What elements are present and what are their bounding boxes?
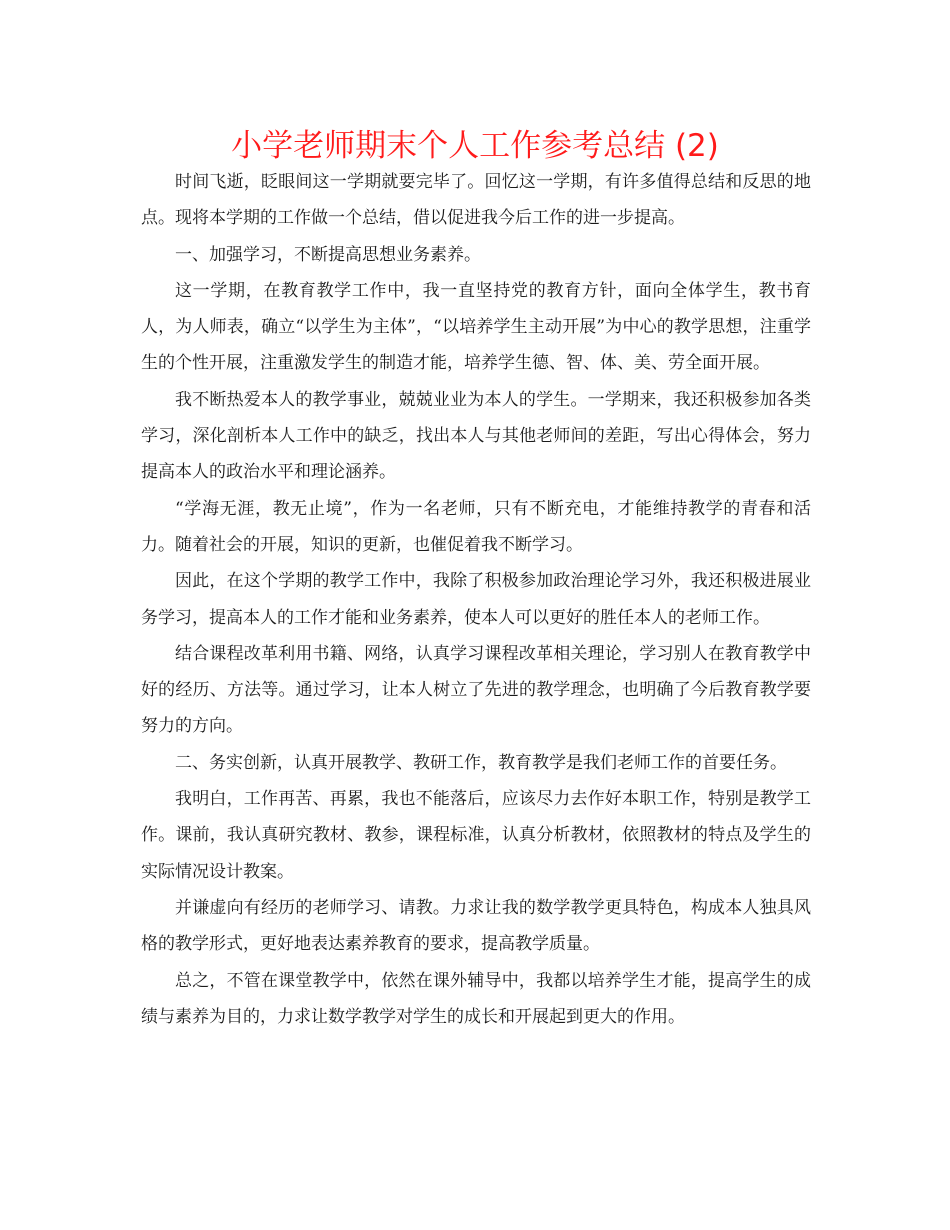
paragraph: 因此，在这个学期的教学工作中，我除了积极参加政治理论学习外，我还积极进展业务学习，提高本人的工作才能和业务素养，使本人可以更好的胜任本人的老师工作。 (141, 571, 811, 628)
document-body (141, 164, 811, 1035)
paragraph: 我不断热爱本人的教学事业，兢兢业业为本人的学生。一学期来，我还积极参加各类学习，深化剖析本人工作中的缺乏，找出本人与其他老师间的差距，写出心得体会，努力提高本人的政治水平和理论涵养。 (141, 389, 811, 483)
paragraph: 这一学期，在教育教学工作中，我一直坚持党的教育方针，面向全体学生，教书育人，为人师表，确立“以学生为主体”，“以培养学生主动开展”为中心的教学思想，注重学生的个性开展，注重激发学生的制造才能，培养学生德、智、体、美、劳全面开展。 (141, 280, 811, 374)
paragraph: 我明白，工作再苦、再累，我也不能落后，应该尽力去作好本职工作，特别是教学工作。课前，我认真研究教材、教参，课程标准，认真分析教材，依照教材的特点及学生的实际情况设计教案。 (141, 789, 811, 882)
section-heading-1: 一、加强学习，不断提高思想业务素养。 (175, 244, 481, 265)
section-heading-2: 二、务实创新，认真开展教学、教研工作，教育教学是我们老师工作的首要任务。 (175, 752, 787, 773)
paragraph-conclusion: 总之，不管在课堂教学中，依然在课外辅导中，我都以培养学生才能，提高学生的成绩与素养为目的，力求让数学教学对学生的成长和开展起到更大的作用。 (141, 970, 811, 1027)
paragraph: 结合课程改革利用书籍、网络，认真学习课程改革相关理论，学习别人在教育教学中好的经历、方法等。通过学习，让本人树立了先进的教学理念，也明确了今后教育教学要努力的方向。 (141, 643, 811, 737)
paragraph: “学海无涯，教无止境”，作为一名老师，只有不断充电，才能维持教学的青春和活力。随着社会的开展，知识的更新，也催促着我不断学习。 (141, 498, 811, 555)
document-title: 小学老师期末个人工作参考总结 (2) (231, 128, 719, 164)
paragraph: 并谦虚向有经历的老师学习、请教。力求让我的数学教学更具特色，构成本人独具风格的教学形式，更好地表达素养教育的要求，提高教学质量。 (141, 897, 811, 955)
paragraph-intro: 时间飞逝，眨眼间这一学期就要完毕了。回忆这一学期，有许多值得总结和反思的地点。现将本学期的工作做一个总结，借以促进我今后工作的进一步提高。 (141, 172, 811, 229)
